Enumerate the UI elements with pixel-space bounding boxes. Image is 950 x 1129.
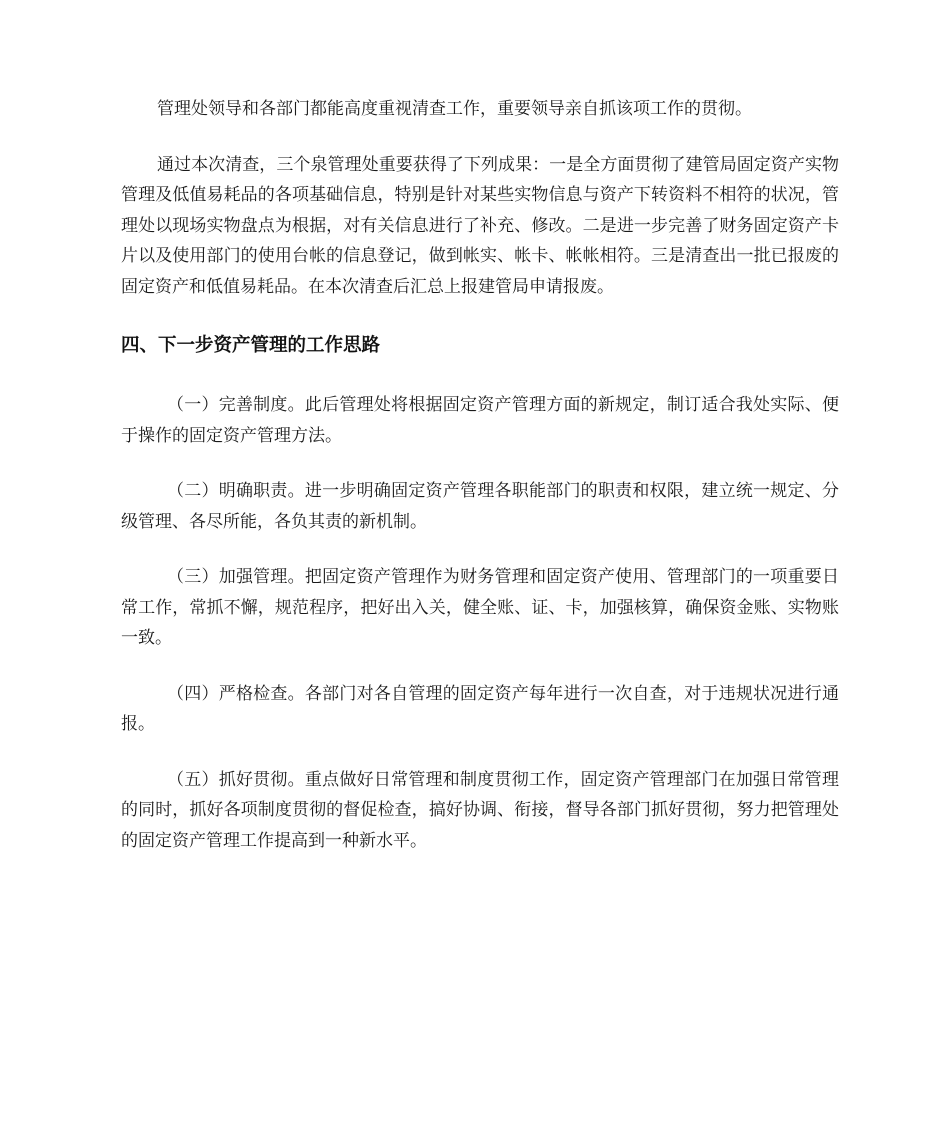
list-item-management: （三）加强管理。把固定资产管理作为财务管理和固定资产使用、管理部门的一项重要日常工作，常抓不懈，规范程序，把好出入关，健全账、证、卡，加强核算，确保资金账、实物账一致。 — [121, 567, 839, 648]
paragraph-results: 通过本次清查，三个泉管理处重要获得了下列成果：一是全方面贯彻了建管局固定资产实物管理及低值易耗品的各项基础信息，特别是针对某些实物信息与资产下转资料不相符的状况，管理处以现场实物盘点为根据，对有关信息进行了补充、修改。二是进一步完善了财务固定资产卡片以及使用部门的使用台帐的信息登记，做到帐实、帐卡、帐帐相符。三是清查出一批已报废的固定资产和低值易耗品。在本次清查后汇总上报建管局申请报废。 — [121, 154, 839, 297]
document-body — [121, 94, 839, 856]
list-item-inspection: （四）严格检查。各部门对各自管理的固定资产每年进行一次自查，对于违规状况进行通报。 — [121, 683, 839, 734]
list-item-system: （一）完善制度。此后管理处将根据固定资产管理方面的新规定，制订适合我处实际、便于操作的固定资产管理方法。 — [121, 395, 839, 446]
section-heading: 四、下一步资产管理的工作思路 — [121, 335, 381, 356]
list-item-duties: （二）明确职责。进一步明确固定资产管理各职能部门的职责和权限，建立统一规定、分级管理、各尽所能，各负其责的新机制。 — [121, 481, 839, 532]
paragraph-leadership: 管理处领导和各部门都能高度重视清查工作，重要领导亲自抓该项工作的贯彻。 — [157, 99, 752, 119]
list-item-implementation: （五）抓好贯彻。重点做好日常管理和制度贯彻工作，固定资产管理部门在加强日常管理的同时，抓好各项制度贯彻的督促检查，搞好协调、衔接，督导各部门抓好贯彻，努力把管理处的固定资产管理工作提高到一种新水平。 — [121, 769, 839, 851]
